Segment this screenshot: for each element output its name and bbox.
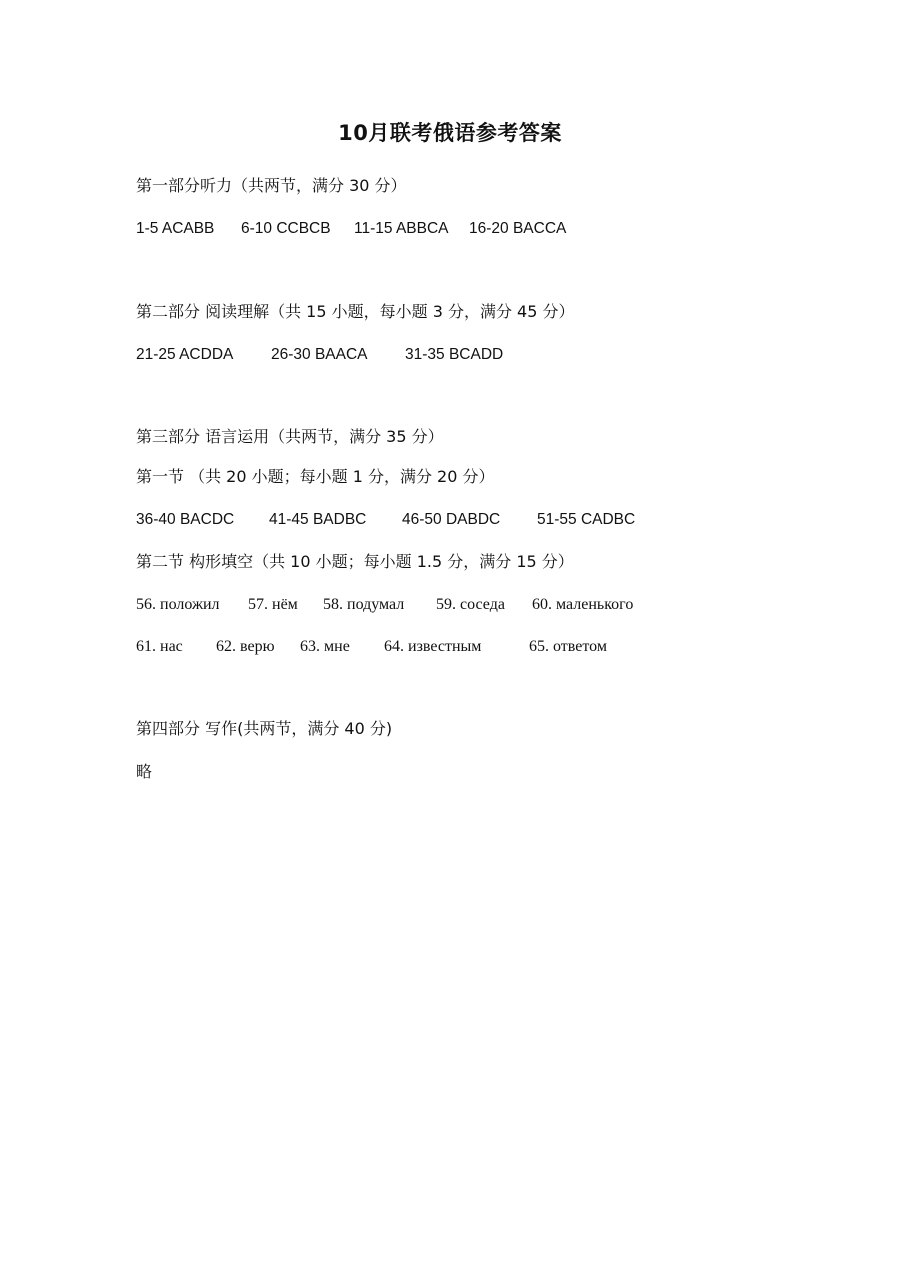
part1-answers — [136, 219, 566, 239]
part4-content: 略 — [136, 762, 153, 781]
answer-group: 21-25 ACDDA — [136, 346, 234, 363]
answer-item: 58. подумал — [323, 596, 405, 613]
part2-heading: 第二部分 阅读理解（共 15 小题，每小题 3 分，满分 45 分） — [136, 302, 575, 321]
answer-item: 61. нас — [136, 638, 183, 655]
answer-item: 63. мне — [300, 638, 350, 655]
answer-group: 26-30 BAACA — [271, 346, 368, 363]
page-title: 10月联考俄语参考答案 — [338, 121, 562, 145]
part3-section2-heading: 第二节 构形填空（共 10 小题；每小题 1.5 分，满分 15 分） — [136, 552, 574, 571]
answer-item: 64. известным — [384, 638, 482, 655]
answer-group: 1-5 ACABB — [136, 220, 215, 237]
part3-section2-row1 — [136, 595, 633, 615]
answer-item: 62. верю — [216, 638, 275, 655]
part3-section1-heading: 第一节 （共 20 小题；每小题 1 分，满分 20 分） — [136, 467, 495, 486]
answer-item: 60. маленького — [532, 596, 634, 613]
answer-group: 46-50 DABDC — [402, 511, 501, 528]
answer-item: 65. ответом — [529, 638, 607, 655]
part3-section2-row2 — [136, 637, 607, 657]
answer-item: 56. положил — [136, 596, 220, 613]
part3-section1-answers — [136, 510, 635, 530]
answer-group: 31-35 BCADD — [405, 346, 504, 363]
part4-heading: 第四部分 写作(共两节，满分 40 分) — [136, 719, 393, 738]
answer-item: 59. соседа — [436, 596, 505, 613]
answer-group: 11-15 ABBCA — [354, 220, 449, 237]
answer-group: 51-55 CADBC — [537, 511, 636, 528]
answer-group: 41-45 BADBC — [269, 511, 367, 528]
answer-item: 57. нём — [248, 596, 298, 613]
answer-group: 6-10 CCBCB — [241, 220, 331, 237]
part3-heading: 第三部分 语言运用（共两节，满分 35 分） — [136, 427, 444, 446]
part2-answers — [136, 345, 503, 365]
part1-heading: 第一部分听力（共两节，满分 30 分） — [136, 176, 407, 195]
answer-group: 16-20 BACCA — [469, 220, 567, 237]
answer-group: 36-40 BACDC — [136, 511, 235, 528]
